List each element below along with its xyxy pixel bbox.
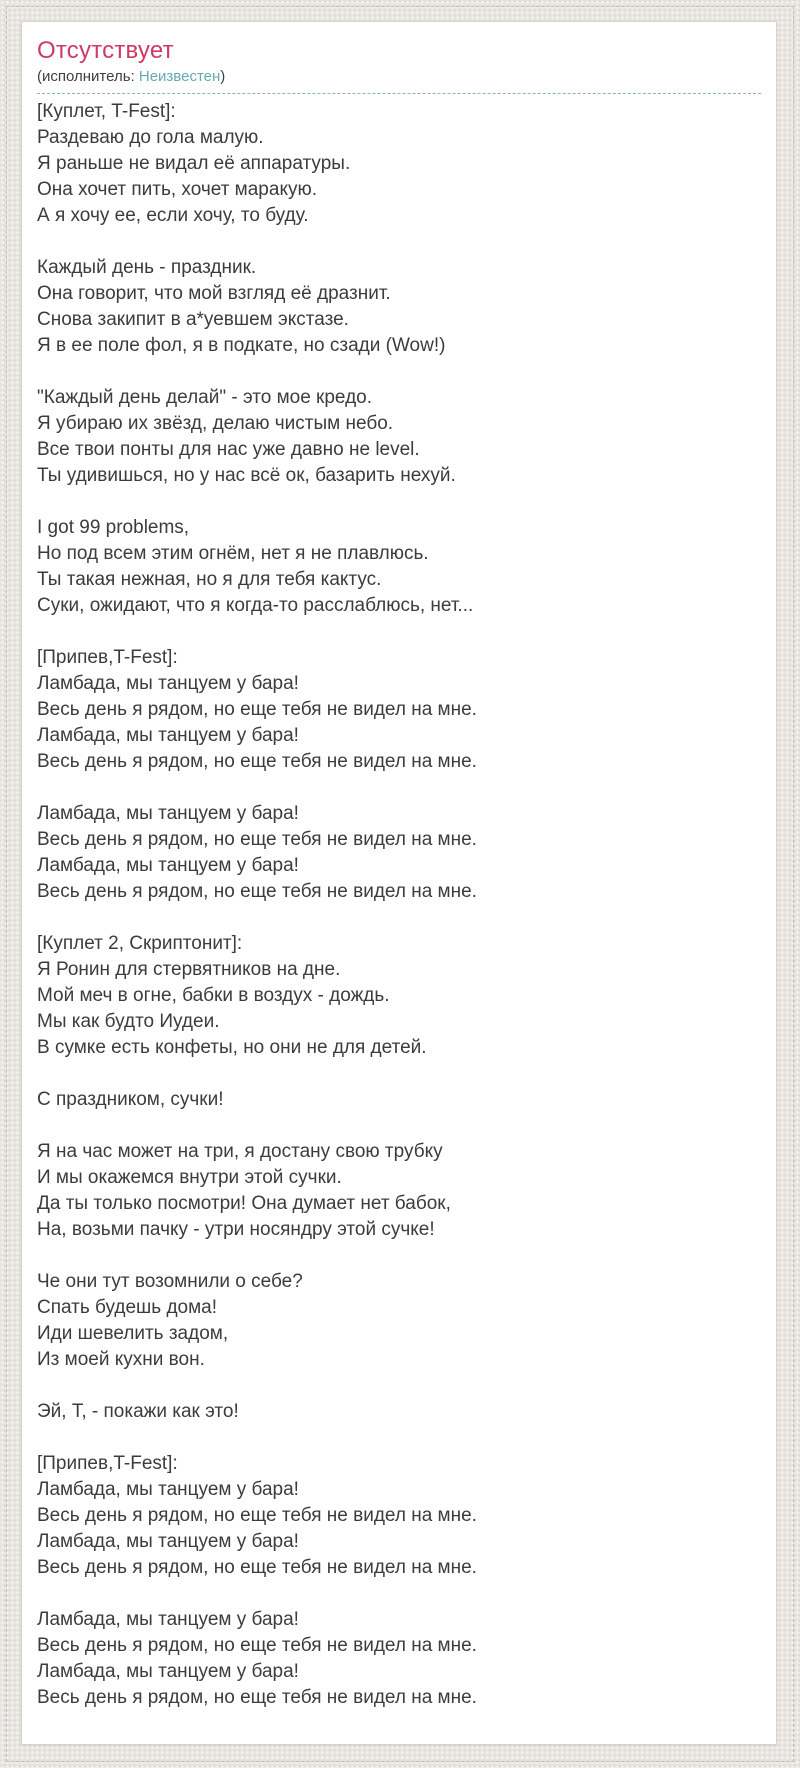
lyric-line [37, 489, 761, 515]
lyric-line: Она говорит, что мой взгляд её дразнит. [37, 283, 391, 304]
lyric-line [37, 359, 761, 385]
lyric-line: А я хочу ее, если хочу, то буду. [37, 205, 309, 226]
lyric-line: I got 99 problems, [37, 517, 190, 538]
lyric-line [37, 1061, 761, 1087]
lyrics-text [37, 99, 761, 1711]
lyric-line: Ламбада, мы танцуем у бара! [37, 803, 299, 824]
lyric-line [37, 1243, 761, 1269]
lyric-line: Ламбада, мы танцуем у бара! [37, 1479, 299, 1500]
lyric-line: Ты такая нежная, но я для тебя кактус. [37, 569, 382, 590]
artist-row [37, 67, 761, 94]
artist-label-close: ) [220, 68, 226, 85]
lyric-line [37, 229, 761, 255]
lyric-line: [Куплет, T-Fest]: [37, 101, 176, 122]
lyric-line: Суки, ожидают, что я когда-то расслаблюсь, нет... [37, 595, 474, 616]
lyric-line: Весь день я рядом, но еще тебя не видел на мне. [37, 1635, 477, 1656]
lyric-line: Ламбада, мы танцуем у бара! [37, 1661, 299, 1682]
lyric-line [37, 905, 761, 931]
lyric-line: Но под всем этим огнём, нет я не плавлюсь. [37, 543, 429, 564]
lyric-line: Весь день я рядом, но еще тебя не видел на мне. [37, 699, 477, 720]
lyric-line: [Припев,T-Fest]: [37, 647, 178, 668]
lyric-line: Мой меч в огне, бабки в воздух - дождь. [37, 985, 390, 1006]
lyric-line: Снова закипит в а*уевшем экстазе. [37, 309, 349, 330]
lyric-line [37, 1373, 761, 1399]
lyric-line: Я в ее поле фол, я в подкате, но сзади (Wow!) [37, 335, 446, 356]
lyric-line: И мы окажемся внутри этой сучки. [37, 1167, 342, 1188]
lyric-line: Да ты только посмотри! Она думает нет бабок, [37, 1193, 451, 1214]
lyric-line: Она хочет пить, хочет маракую. [37, 179, 317, 200]
lyrics-card [21, 21, 777, 1745]
lyric-line [37, 775, 761, 801]
lyric-line: [Припев,T-Fest]: [37, 1453, 178, 1474]
lyric-line: Весь день я рядом, но еще тебя не видел на мне. [37, 1687, 477, 1708]
lyric-line: Весь день я рядом, но еще тебя не видел на мне. [37, 751, 477, 772]
lyric-line: Эй, Т, - покажи как это! [37, 1401, 239, 1422]
lyric-line: Я убираю их звёзд, делаю чистым небо. [37, 413, 394, 434]
lyric-line [37, 619, 761, 645]
lyric-line: Раздеваю до гола малую. [37, 127, 264, 148]
lyric-line: Весь день я рядом, но еще тебя не видел на мне. [37, 881, 477, 902]
lyric-line: Каждый день - праздник. [37, 257, 257, 278]
lyric-line [37, 1113, 761, 1139]
lyric-line: Ламбада, мы танцуем у бара! [37, 673, 299, 694]
lyric-line: Весь день я рядом, но еще тебя не видел на мне. [37, 1505, 477, 1526]
lyric-line: Я на час может на три, я достану свою трубку [37, 1141, 443, 1162]
artist-label: (исполнитель: [37, 68, 139, 85]
artist-link[interactable]: Неизвестен [138, 68, 221, 85]
lyric-line: "Каждый день делай" - это мое кредо. [37, 387, 373, 408]
lyric-line: На, возьми пачку - утри носяндру этой сучке! [37, 1219, 435, 1240]
lyric-line: Мы как будто Иудеи. [37, 1011, 220, 1032]
lyric-line: Ламбада, мы танцуем у бара! [37, 1531, 299, 1552]
lyric-line: Иди шевелить задом, [37, 1323, 229, 1344]
lyric-line: Че они тут возомнили о себе? [37, 1271, 303, 1292]
lyric-line [37, 1581, 761, 1607]
lyric-line: Спать будешь дома! [37, 1297, 218, 1318]
lyric-line: Ты удивишься, но у нас всё ок, базарить нехуй. [37, 465, 456, 486]
lyric-line: Весь день я рядом, но еще тебя не видел на мне. [37, 829, 477, 850]
lyric-line [37, 1425, 761, 1451]
lyric-line: [Куплет 2, Скриптонит]: [37, 933, 243, 954]
lyric-line: Ламбада, мы танцуем у бара! [37, 1609, 299, 1630]
lyric-line: Весь день я рядом, но еще тебя не видел на мне. [37, 1557, 477, 1578]
lyric-line: Ламбада, мы танцуем у бара! [37, 855, 299, 876]
lyric-line: Все твои понты для нас уже давно не level. [37, 439, 420, 460]
lyric-line: Ламбада, мы танцуем у бара! [37, 725, 299, 746]
lyric-line: С праздником, сучки! [37, 1089, 224, 1110]
lyric-line: Из моей кухни вон. [37, 1349, 205, 1370]
lyric-line: Я Ронин для стервятников на дне. [37, 959, 341, 980]
lyric-line: Я раньше не видал её аппаратуры. [37, 153, 351, 174]
lyric-line: В сумке есть конфеты, но они не для детей. [37, 1037, 427, 1058]
song-title: Отсутствует [37, 37, 174, 64]
